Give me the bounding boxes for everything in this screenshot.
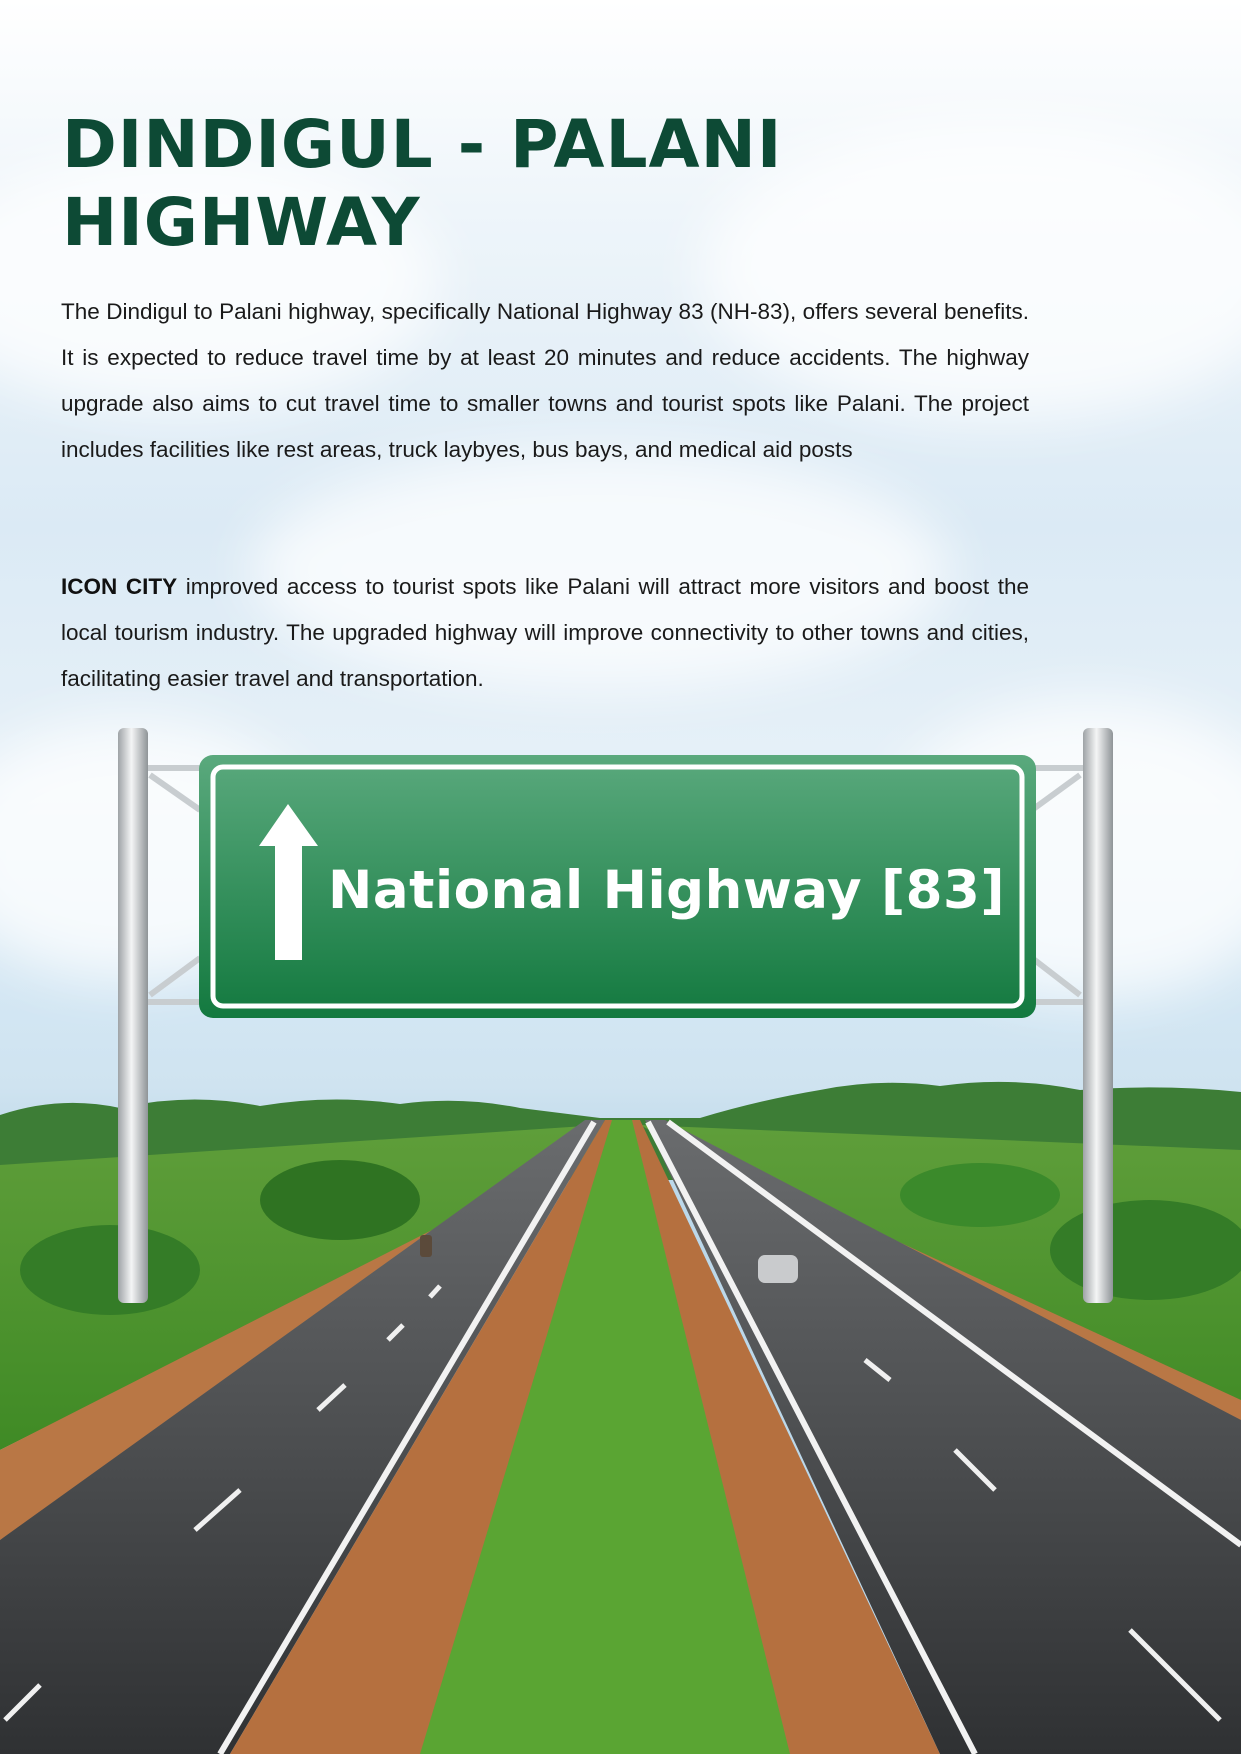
left-pole bbox=[118, 728, 148, 1303]
icon-city-lead: ICON CITY bbox=[61, 574, 178, 599]
car bbox=[758, 1255, 798, 1283]
bush bbox=[260, 1160, 420, 1240]
intro-paragraph: The Dindigul to Palani highway, specifically National Highway 83 (NH-83), offers several benefits. It is expected to reduce travel time by at least 20 minutes and reduce accidents. The highway upgrade also aims to cut travel time to smaller towns and tourist spots like Palani. The project includes facilities like rest areas, truck laybyes, bus bays, and medical aid posts bbox=[61, 299, 1029, 462]
motorbike bbox=[420, 1235, 432, 1257]
sign-text: National Highway [83] bbox=[328, 860, 1006, 921]
title-line-1: DINDIGUL - PALANI bbox=[62, 106, 783, 183]
title-line-2: HIGHWAY bbox=[62, 184, 421, 261]
bush bbox=[900, 1163, 1060, 1227]
bush bbox=[1050, 1200, 1241, 1300]
icon-city-text: improved access to tourist spots like Palani will attract more visitors and boost the local tourism industry. The upgraded highway will improve connectivity to other towns and cities, facilitating easier travel and transportation. bbox=[61, 574, 1029, 691]
right-pole bbox=[1083, 728, 1113, 1303]
bush bbox=[20, 1225, 200, 1315]
